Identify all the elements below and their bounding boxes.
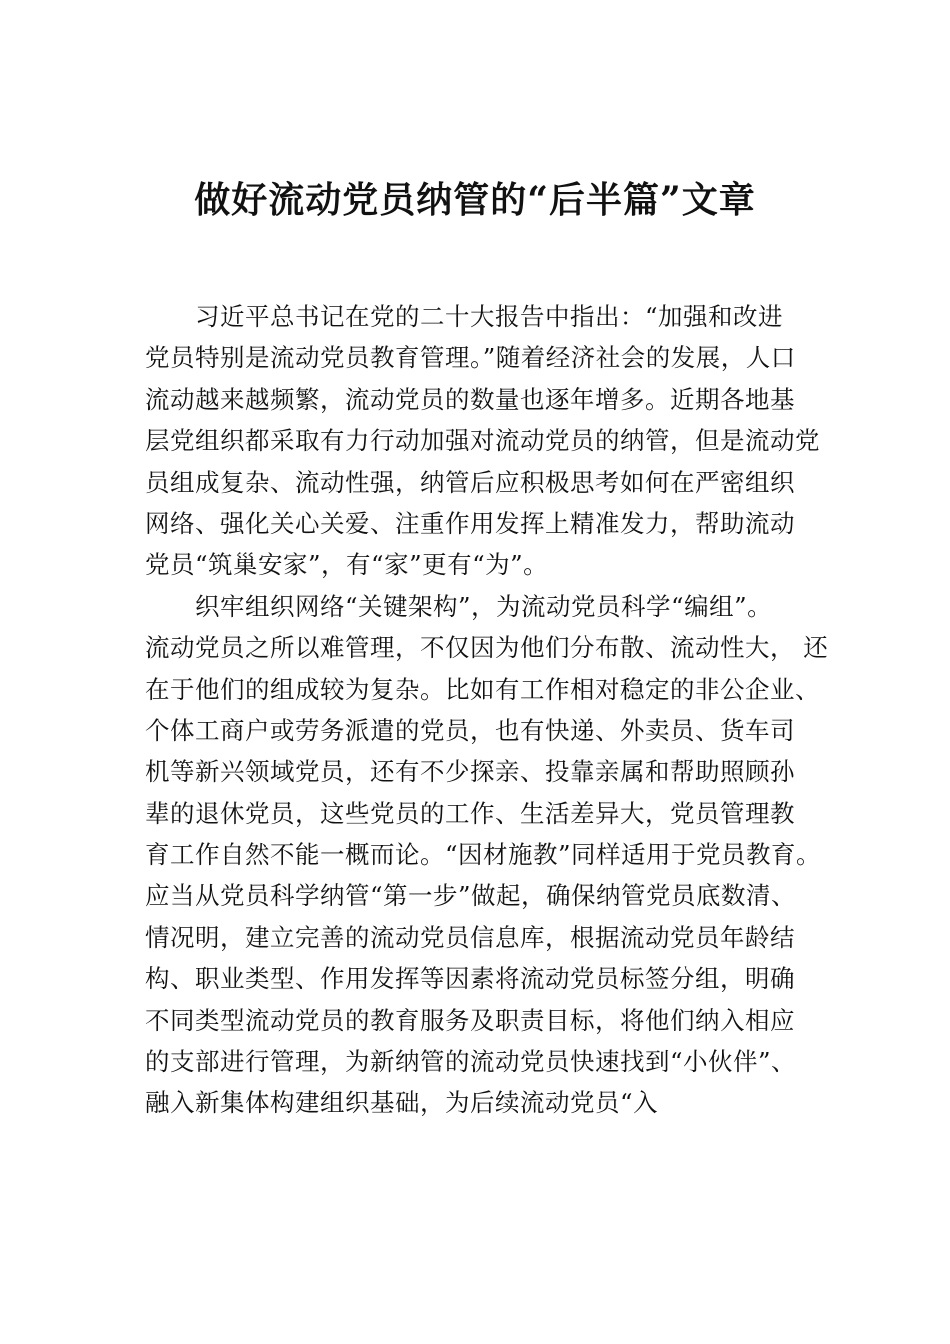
paragraph-line: 融入新集体构建组织基础，为后续流动党员“入 [145,1088,659,1118]
paragraph-line: 育工作自然不能一概而论。“因材施教”同样适用于党员教育。 [145,840,822,870]
paragraph-line: 党员特别是流动党员教育管理。”随着经济社会的发展，人口 [145,343,796,373]
paragraph-line: 织牢组织网络“关键架构”，为流动党员科学“编组”。 [195,591,773,621]
paragraph-line: 在于他们的组成较为复杂。比如有工作相对稳定的非公企业、 [145,674,820,704]
paragraph-line: 不同类型流动党员的教育服务及职责目标，将他们纳入相应 [145,1005,795,1035]
paragraph-line: 习近平总书记在党的二十大报告中指出：“加强和改进 [195,302,784,331]
paragraph-line: 应当从党员科学纳管“第一步”做起，确保纳管党员底数清、 [145,881,797,911]
document-body [145,296,845,1124]
paragraph-line: 党员“筑巢安家”，有“家”更有“为”。 [145,550,549,580]
paragraph-line: 员组成复杂、流动性强，纳管后应积极思考如何在严密组织 [145,467,795,497]
paragraph-line: 构、职业类型、作用发挥等因素将流动党员标签分组，明确 [145,964,795,994]
paragraph-line: 流动越来越频繁，流动党员的数量也逐年增多。近期各地基 [145,384,795,414]
paragraph-line: 网络、强化关心关爱、注重作用发挥上精准发力，帮助流动 [145,508,795,538]
paragraph-line: 的支部进行管理，为新纳管的流动党员快速找到“小伙伴”、 [145,1047,797,1077]
paragraph-line: 流动党员之所以难管理，不仅因为他们分布散、流动性大， 还 [145,633,829,663]
paragraph-line: 辈的退休党员，这些党员的工作、生活差异大，党员管理教 [145,798,795,828]
paragraph-line: 个体工商户或劳务派遣的党员，也有快递、外卖员、货车司 [145,715,795,745]
paragraph-line: 情况明，建立完善的流动党员信息库，根据流动党员年龄结 [145,922,795,952]
document-title: 做好流动党员纳管的“后半篇”文章 [194,179,756,221]
paragraph-line: 机等新兴领域党员，还有不少探亲、投靠亲属和帮助照顾孙 [145,757,795,787]
paragraph-line: 层党组织都采取有力行动加强对流动党员的纳管，但是流动党 [145,426,820,456]
